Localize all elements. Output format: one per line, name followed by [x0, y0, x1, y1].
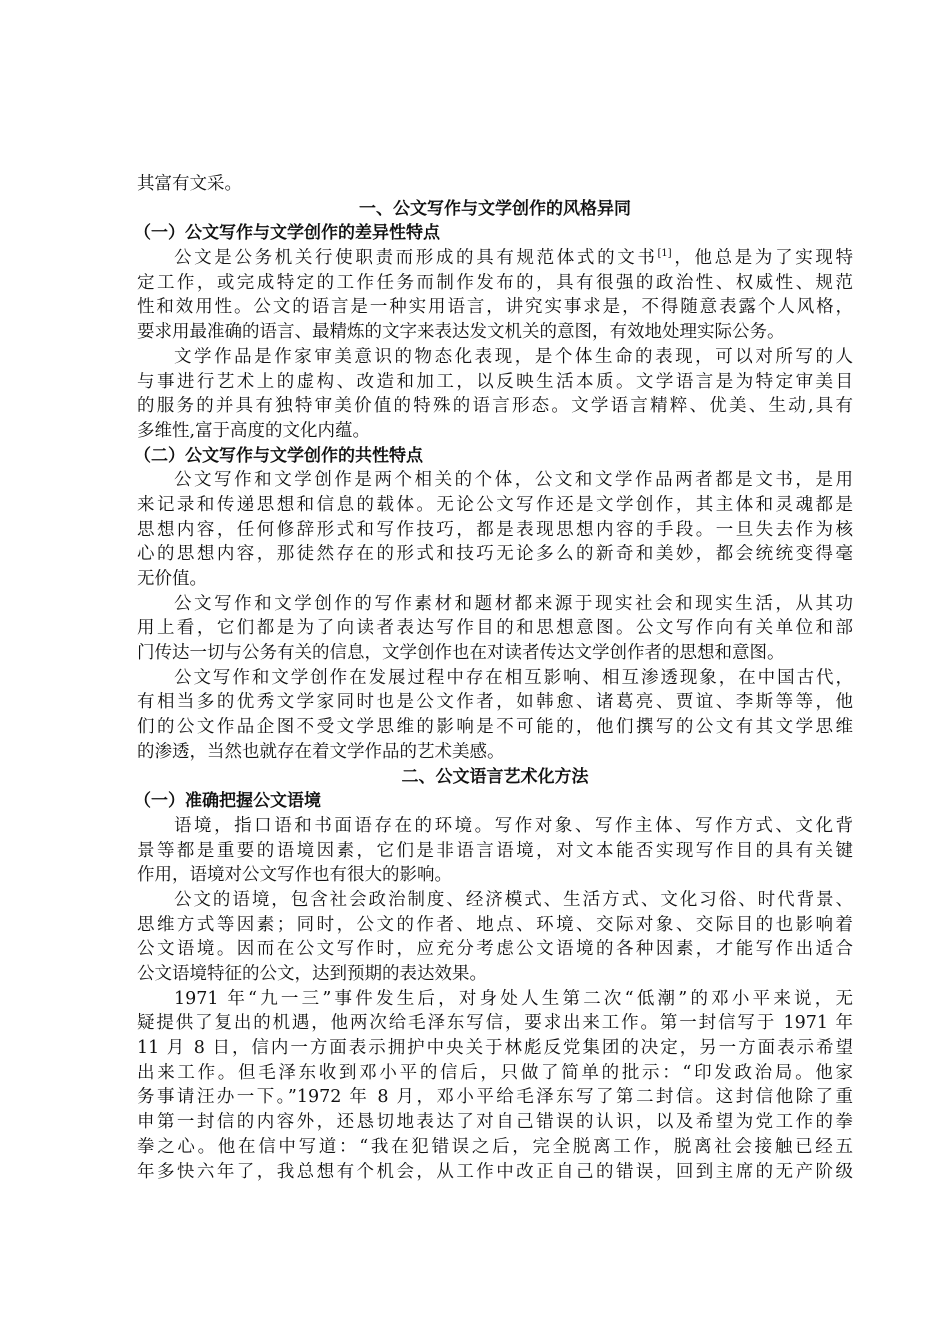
paragraph-line: 语境，指口语和书面语存在的环境。写作对象、写作主体、写作方式、文化背	[174, 815, 853, 836]
paragraph-line: 1971 年“九一三”事件发生后，对身处人生第二次“低潮”的邓小平来说，无	[174, 988, 853, 1009]
paragraph-line: 来记录和传递思想和信息的载体。无论公文写作还是文学创作，其主体和灵魂都是	[137, 494, 853, 515]
paragraph-line: 其富有文采。	[137, 174, 242, 194]
paragraph-line: 心的思想内容，那徒然存在的形式和技巧无论多么的新奇和美妙，都会统统变得毫	[137, 544, 853, 565]
paragraph-line: 公文写作和文学创作是两个相关的个体，公文和文学作品两者都是文书，是用	[174, 470, 853, 491]
paragraph-line: 的渗透，当然也就存在着文学作品的艺术美感。	[137, 741, 505, 762]
paragraph-line: 思维方式等因素；同时，公文的作者、地点、环境、交际对象、交际目的也影响着	[137, 914, 853, 935]
paragraph-line: 公文写作和文学创作的写作素材和题材都来源于现实社会和现实生活，从其功	[174, 593, 853, 614]
paragraph-line: 拳之心。他在信中写道：“我在犯错误之后，完全脱离工作，脱离社会接触已经五	[137, 1136, 853, 1157]
section-heading: 一、公文写作与文学创作的风格异同	[359, 198, 631, 219]
paragraph-line: 公文是公务机关行使职责而形成的具有规范体式的文书[1]，他总是为了实现特	[174, 248, 854, 269]
paragraph-line: 11 月 8 日，信内一方面表示拥护中央关于林彪反党集团的决定，另一方面表示希望	[137, 1038, 853, 1059]
paragraph-line: 公文语境。因而在公文写作时，应充分考虑公文语境的各种因素，才能写作出适合	[137, 939, 853, 960]
paragraph-line: 务事请汪办一下。”1972 年 8 月，邓小平给毛泽东写了第二封信。这封信他除了重	[137, 1087, 853, 1108]
paragraph-line: 多维性,富于高度的文化内蕴。	[137, 420, 371, 441]
paragraph-line: 要求用最准确的语言、最精炼的文字来表达发文机关的意图，有效地处理实际公务。	[137, 322, 785, 343]
paragraph-line: 与事进行艺术上的虚构、改造和加工，以反映生活本质。文学语言是为特定审美目	[137, 371, 853, 392]
paragraph-line: 无价值。	[137, 569, 207, 589]
paragraph-line: 公文语境特征的公文，达到预期的表达效果。	[137, 964, 487, 984]
paragraph-line: 公文写作和文学创作在发展过程中存在相互影响、相互渗透现象，在中国古代，	[174, 667, 853, 688]
paragraph-line: 景等都是重要的语境因素，它们是非语言语境，对文本能否实现写作目的具有关键	[137, 840, 853, 861]
paragraph-line: 申第一封信的内容外，还恳切地表达了对自己错误的认识，以及希望为党工作的拳	[137, 1112, 853, 1133]
paragraph-line: 有相当多的优秀文学家同时也是公文作者，如韩愈、诸葛亮、贾谊、李斯等等，他	[137, 692, 853, 713]
paragraph-line: 作用，语境对公文写作也有很大的影响。	[137, 865, 452, 886]
paragraph-line: 的服务的并具有独特审美价值的特殊的语言形态。文学语言精粹、优美、生动,具有	[137, 396, 853, 417]
paragraph-line: 出来工作。但毛泽东收到邓小平的信后，只做了简单的批示：“印发政治局。他家	[137, 1062, 853, 1083]
citation-marker: [1]	[657, 248, 672, 260]
paragraph-line: 性和效用性。公文的语言是一种实用语言，讲究实事求是，不得随意表露个人风格，	[137, 297, 853, 318]
subsection-heading: （二）公文写作与文学创作的共性特点	[134, 445, 423, 466]
paragraph-line: 定工作，或完成特定的工作任务而制作发布的，具有很强的政治性、权威性、规范	[137, 272, 853, 293]
section-heading: 二、公文语言艺术化方法	[401, 766, 589, 787]
paragraph-line: 们的公文作品企图不受文学思维的影响是不可能的，他们撰写的公文有其文学思维	[137, 717, 853, 738]
paragraph-line: 用上看，它们都是为了向读者表达写作目的和思想意图。公文写作向有关单位和部	[137, 618, 853, 639]
paragraph-line: 门传达一切与公务有关的信息，文学创作也在对读者传达文学创作者的思想和意图。	[137, 643, 785, 664]
subsection-heading: （一）公文写作与文学创作的差异性特点	[134, 223, 440, 244]
paragraph-line: 公文的语境，包含社会政治制度、经济模式、生活方式、文化习俗、时代背景、	[174, 889, 853, 910]
subsection-heading: （一）准确把握公文语境	[134, 791, 321, 812]
paragraph-line: 文学作品是作家审美意识的物态化表现，是个体生命的表现，可以对所写的人	[174, 346, 853, 367]
paragraph-line: 思想内容，任何修辞形式和写作技巧，都是表现思想内容的手段。一旦失去作为核	[137, 519, 853, 540]
paragraph-line: 年多快六年了，我总想有个机会，从工作中改正自己的错误，回到主席的无产阶级	[137, 1161, 853, 1182]
document-page	[134, 172, 854, 1184]
paragraph-line: 疑提供了复出的机遇，他两次给毛泽东写信，要求出来工作。第一封信写于 1971 年	[137, 1013, 853, 1034]
